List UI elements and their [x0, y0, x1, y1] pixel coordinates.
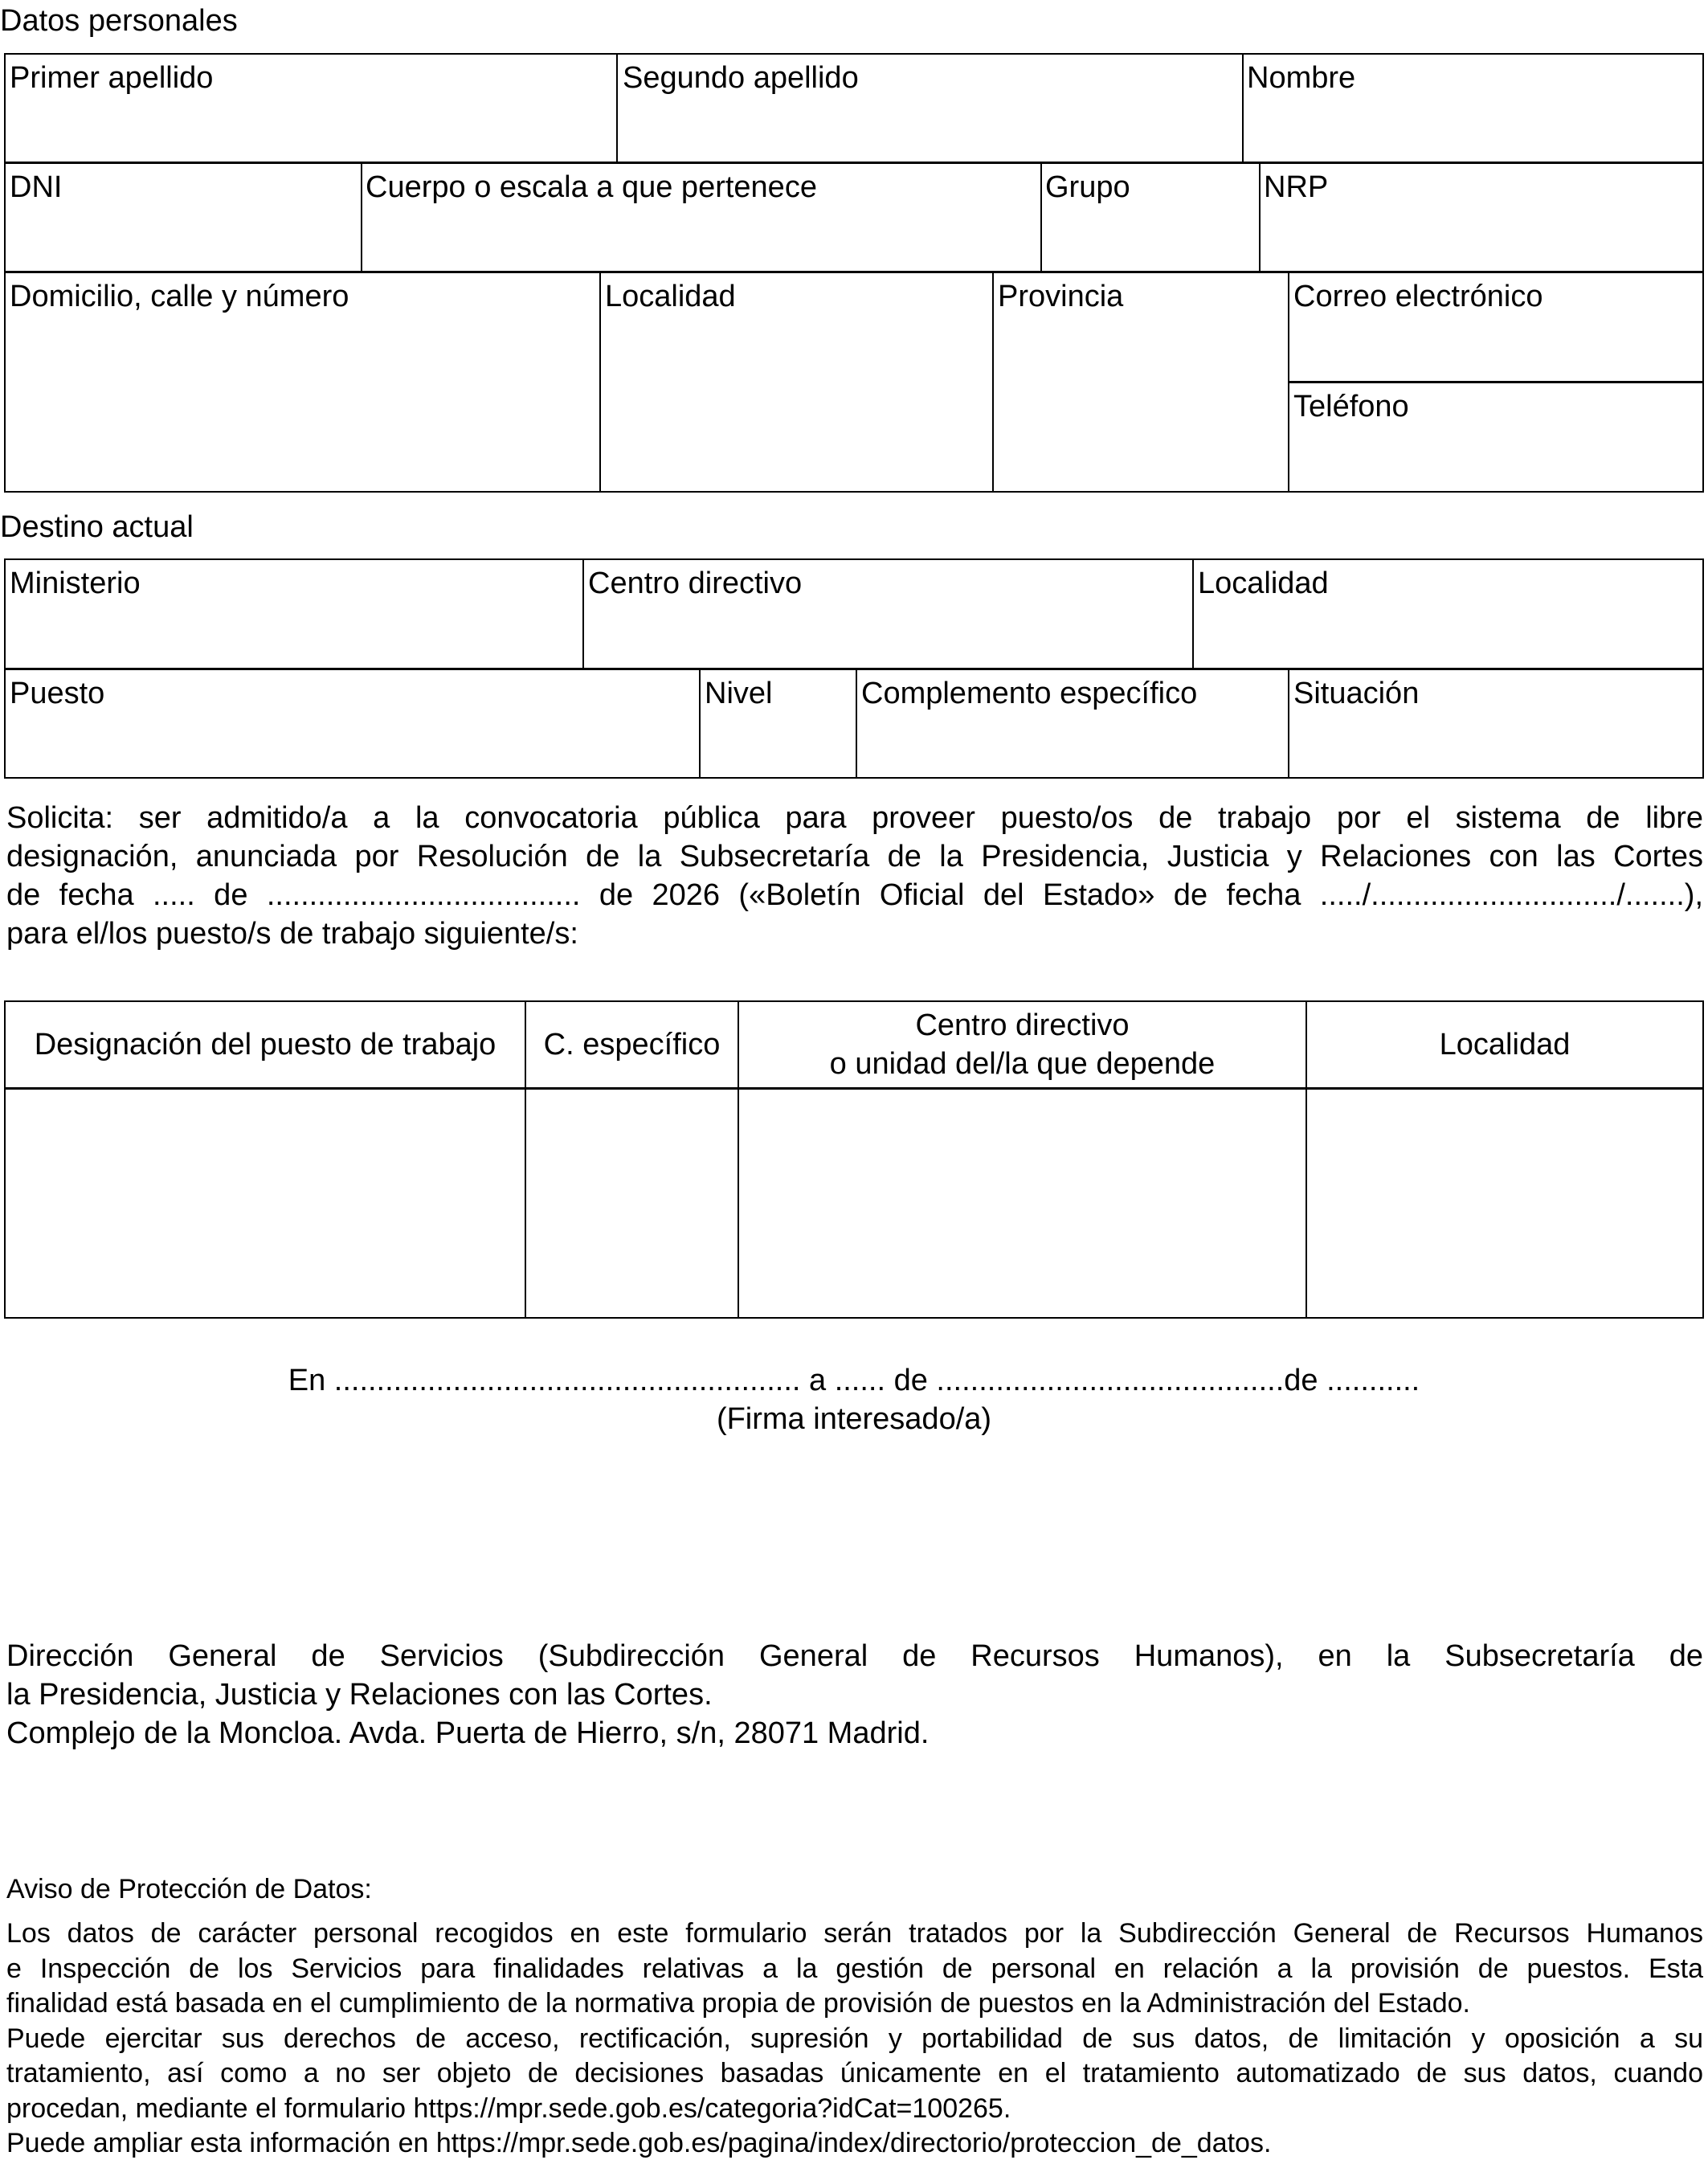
provincia-field[interactable]: [994, 273, 1288, 491]
destino-localidad-field[interactable]: [1194, 560, 1702, 668]
privacy-paragraph: [6, 1917, 1703, 2162]
centro-directivo-label: Centro directivo: [588, 567, 803, 600]
primer-apellido-field[interactable]: [6, 55, 616, 162]
section-title-destino-actual: Destino actual: [0, 510, 194, 544]
designacion-input-cell[interactable]: [6, 1090, 525, 1317]
complemento-especifico-field[interactable]: [857, 670, 1288, 777]
privacy-line: tratamiento, así como a no ser objeto de decisiones basadas únicamente en el tratamiento automatizado de sus datos, cuando: [6, 2058, 1703, 2088]
c-especifico-input-cell[interactable]: [526, 1090, 738, 1317]
dni-label: DNI: [10, 170, 63, 204]
recipient-line: Complejo de la Moncloa. Avda. Puerta de Hierro, s/n, 28071 Madrid.: [6, 1716, 930, 1750]
privacy-line: finalidad está basada en el cumplimiento de la normativa propia de provisión de puestos en la Administración del Estado.: [6, 1988, 1470, 2019]
privacy-line: procedan, mediante el formulario https://mpr.sede.gob.es/categoria?idCat=100265.: [6, 2092, 1011, 2124]
situacion-field[interactable]: [1289, 670, 1702, 777]
privacy-line: Puede ampliar esta información en https://mpr.sede.gob.es/pagina/index/directorio/proteccion_de_datos.: [6, 2128, 1272, 2158]
solicita-line: para el/los puesto/s de trabajo siguiente/s:: [6, 917, 578, 951]
column-header-c-especifico: C. específico: [543, 1028, 721, 1062]
nombre-field[interactable]: [1244, 55, 1702, 162]
nivel-label: Nivel: [705, 677, 773, 710]
privacy-line: e Inspección de los Servicios para finalidades relativas a la gestión de personal en relación a la provisión de puestos. Esta: [6, 1953, 1703, 1984]
ministerio-label: Ministerio: [10, 567, 141, 600]
grupo-label: Grupo: [1045, 170, 1130, 204]
segundo-apellido-field[interactable]: [618, 55, 1242, 162]
centro-directivo-input-cell[interactable]: [739, 1090, 1306, 1317]
divider: [4, 1087, 1704, 1090]
domicilio-label: Domicilio, calle y número: [10, 280, 349, 313]
telefono-field[interactable]: [1289, 383, 1702, 491]
ministerio-field[interactable]: [6, 560, 582, 668]
telefono-label: Teléfono: [1293, 390, 1409, 423]
recipient-paragraph: [6, 1637, 1703, 1753]
segundo-apellido-label: Segundo apellido: [623, 61, 859, 95]
localidad-label: Localidad: [605, 280, 736, 313]
puesto-label: Puesto: [10, 677, 105, 710]
puesto-field[interactable]: [6, 670, 699, 777]
complemento-especifico-label: Complemento específico: [861, 677, 1198, 710]
column-header-centro-directivo: Centro directivo o unidad del/la que depende: [829, 1008, 1216, 1081]
column-header-localidad: Localidad: [1439, 1028, 1571, 1062]
privacy-line: Los datos de carácter personal recogidos en este formulario serán tratados por la Subdirección General de Recursos Humanos: [6, 1918, 1703, 1949]
primer-apellido-label: Primer apellido: [10, 61, 214, 95]
domicilio-field[interactable]: [6, 273, 599, 491]
solicita-paragraph: [6, 799, 1703, 953]
centro-directivo-field[interactable]: [584, 560, 1192, 668]
localidad-input-cell[interactable]: [1307, 1090, 1702, 1317]
column-header-designacion: Designación del puesto de trabajo: [34, 1028, 496, 1062]
solicita-line: designación, anunciada por Resolución de la Subsecretaría de la Presidencia, Justicia y Relaciones con las Cortes: [6, 840, 1703, 873]
place-date-line: En ....................................................... a ...... de .........................................de ...........: [288, 1364, 1420, 1397]
situacion-label: Situación: [1293, 677, 1420, 710]
nivel-field[interactable]: [701, 670, 856, 777]
privacy-line: Puede ejercitar sus derechos de acceso, rectificación, supresión y portabilidad de sus datos, de limitación y oposición a su: [6, 2023, 1703, 2054]
correo-field[interactable]: [1289, 273, 1702, 381]
cuerpo-escala-label: Cuerpo o escala a que pertenece: [366, 170, 817, 204]
grupo-field[interactable]: [1042, 164, 1259, 271]
localidad-field[interactable]: [601, 273, 992, 491]
nrp-label: NRP: [1264, 170, 1329, 204]
section-title-datos-personales: Datos personales: [0, 4, 238, 38]
signature-caption: (Firma interesado/a): [716, 1402, 992, 1436]
privacy-title: Aviso de Protección de Datos:: [6, 1874, 372, 1904]
recipient-line: Dirección General de Servicios (Subdirección General de Recursos Humanos), en la Subsecretaría de: [6, 1639, 1703, 1673]
recipient-line: la Presidencia, Justicia y Relaciones con las Cortes.: [6, 1678, 713, 1712]
nrp-field[interactable]: [1261, 164, 1702, 271]
provincia-label: Provincia: [998, 280, 1124, 313]
cuerpo-escala-field[interactable]: [362, 164, 1040, 271]
solicita-line: Solicita: ser admitido/a a la convocatoria pública para proveer puesto/os de trabajo por el sistema de libre: [6, 801, 1703, 835]
correo-label: Correo electrónico: [1293, 280, 1543, 313]
solicita-line: de fecha ..... de ..................................... de 2026 («Boletín Oficial del Estado» de fecha ...../............................./.......),: [6, 878, 1703, 912]
destino-localidad-label: Localidad: [1198, 567, 1329, 600]
nombre-label: Nombre: [1247, 61, 1356, 95]
dni-field[interactable]: [6, 164, 361, 271]
